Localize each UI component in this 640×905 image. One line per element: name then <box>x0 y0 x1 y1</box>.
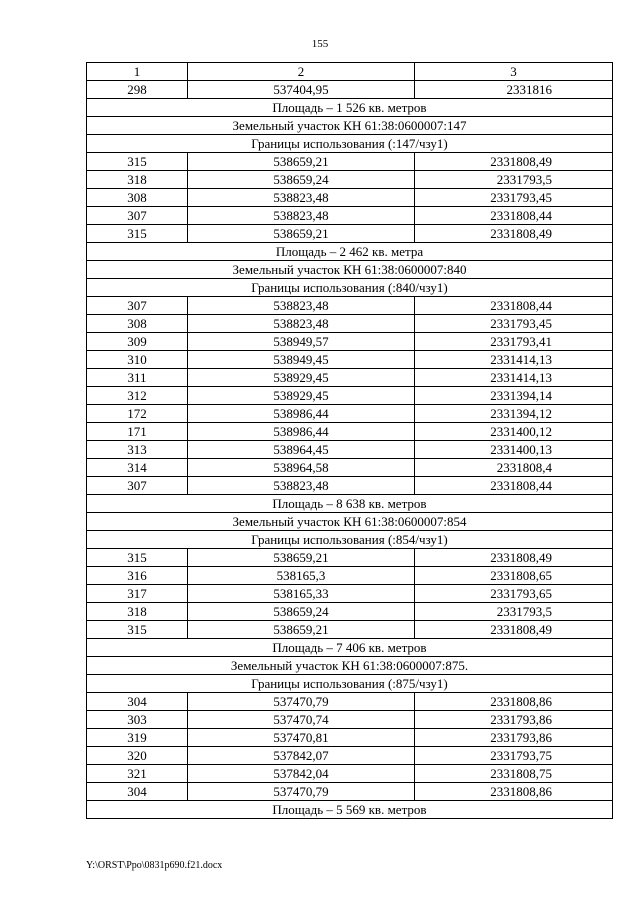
table-section-row <box>87 657 613 675</box>
table-row <box>87 297 613 315</box>
point-number-cell: 314 <box>87 459 188 477</box>
table-row <box>87 423 613 441</box>
y-coordinate-cell: 2331793,45 <box>415 189 613 207</box>
point-number-cell: 307 <box>87 207 188 225</box>
section-label: Земельный участок КН 61:38:0600007:840 <box>87 261 613 279</box>
section-label: Земельный участок КН 61:38:0600007:147 <box>87 117 613 135</box>
table-row <box>87 387 613 405</box>
x-coordinate-cell: 538659,21 <box>188 549 415 567</box>
table-section-row <box>87 99 613 117</box>
table-row <box>87 315 613 333</box>
point-number-cell: 319 <box>87 729 188 747</box>
x-coordinate-cell: 538165,3 <box>188 567 415 585</box>
section-label: Площадь – 2 462 кв. метра <box>87 243 613 261</box>
x-coordinate-cell: 538659,21 <box>188 153 415 171</box>
table-row <box>87 711 613 729</box>
header-cell-x: 2 <box>188 63 415 81</box>
y-coordinate-cell: 2331793,41 <box>415 333 613 351</box>
table-section-row <box>87 513 613 531</box>
point-number-cell: 321 <box>87 765 188 783</box>
y-coordinate-cell: 2331400,13 <box>415 441 613 459</box>
point-number-cell: 315 <box>87 549 188 567</box>
point-number-cell: 315 <box>87 225 188 243</box>
table-section-row <box>87 495 613 513</box>
point-number-cell: 313 <box>87 441 188 459</box>
table-row <box>87 765 613 783</box>
x-coordinate-cell: 537470,74 <box>188 711 415 729</box>
point-number-cell: 310 <box>87 351 188 369</box>
section-label: Границы использования (:147/чзу1) <box>87 135 613 153</box>
point-number-cell: 304 <box>87 693 188 711</box>
point-number-cell: 315 <box>87 153 188 171</box>
x-coordinate-cell: 538949,45 <box>188 351 415 369</box>
table-row <box>87 333 613 351</box>
x-coordinate-cell: 537470,79 <box>188 783 415 801</box>
file-path-footer: Y:\ORST\Ppo\0831p690.f21.docx <box>86 860 223 871</box>
table-row <box>87 729 613 747</box>
table-row <box>87 225 613 243</box>
table-row <box>87 747 613 765</box>
y-coordinate-cell: 2331808,65 <box>415 567 613 585</box>
page-number: 155 <box>311 38 329 50</box>
point-number-cell: 308 <box>87 315 188 333</box>
table-row <box>87 351 613 369</box>
header-cell-y: 3 <box>415 63 613 81</box>
table-section-row <box>87 243 613 261</box>
table-row <box>87 171 613 189</box>
table-row <box>87 549 613 567</box>
y-coordinate-cell: 2331793,86 <box>415 729 613 747</box>
point-number-cell: 303 <box>87 711 188 729</box>
table-section-row <box>87 531 613 549</box>
section-label: Земельный участок КН 61:38:0600007:875. <box>87 657 613 675</box>
y-coordinate-cell: 2331808,86 <box>415 693 613 711</box>
y-coordinate-cell: 2331793,5 <box>415 603 613 621</box>
table-row <box>87 567 613 585</box>
table-row <box>87 405 613 423</box>
point-number-cell: 315 <box>87 621 188 639</box>
table-section-row <box>87 117 613 135</box>
table-row <box>87 153 613 171</box>
x-coordinate-cell: 538964,58 <box>188 459 415 477</box>
y-coordinate-cell: 2331808,49 <box>415 153 613 171</box>
table-row <box>87 441 613 459</box>
table-section-row <box>87 639 613 657</box>
x-coordinate-cell: 538823,48 <box>188 477 415 495</box>
table-header-row <box>87 63 613 81</box>
point-number-cell: 308 <box>87 189 188 207</box>
point-number-cell: 171 <box>87 423 188 441</box>
point-number-cell: 316 <box>87 567 188 585</box>
header-cell-point: 1 <box>87 63 188 81</box>
y-coordinate-cell: 2331793,65 <box>415 585 613 603</box>
y-coordinate-cell: 2331808,49 <box>415 225 613 243</box>
table-section-row <box>87 801 613 819</box>
section-label: Площадь – 7 406 кв. метров <box>87 639 613 657</box>
y-coordinate-cell: 2331793,75 <box>415 747 613 765</box>
table-row <box>87 693 613 711</box>
point-number-cell: 318 <box>87 171 188 189</box>
y-coordinate-cell: 2331816 <box>415 81 613 99</box>
x-coordinate-cell: 538165,33 <box>188 585 415 603</box>
table-row <box>87 603 613 621</box>
point-number-cell: 309 <box>87 333 188 351</box>
x-coordinate-cell: 538986,44 <box>188 423 415 441</box>
table-row <box>87 369 613 387</box>
x-coordinate-cell: 538964,45 <box>188 441 415 459</box>
y-coordinate-cell: 2331808,75 <box>415 765 613 783</box>
point-number-cell: 172 <box>87 405 188 423</box>
table-row <box>87 621 613 639</box>
x-coordinate-cell: 538659,21 <box>188 621 415 639</box>
x-coordinate-cell: 538659,24 <box>188 171 415 189</box>
y-coordinate-cell: 2331793,86 <box>415 711 613 729</box>
point-number-cell: 311 <box>87 369 188 387</box>
y-coordinate-cell: 2331808,44 <box>415 477 613 495</box>
y-coordinate-cell: 2331808,44 <box>415 207 613 225</box>
table-section-row <box>87 261 613 279</box>
table-row <box>87 459 613 477</box>
point-number-cell: 317 <box>87 585 188 603</box>
y-coordinate-cell: 2331394,12 <box>415 405 613 423</box>
x-coordinate-cell: 537470,79 <box>188 693 415 711</box>
section-label: Границы использования (:840/чзу1) <box>87 279 613 297</box>
y-coordinate-cell: 2331414,13 <box>415 351 613 369</box>
table-row <box>87 477 613 495</box>
table-row <box>87 207 613 225</box>
section-label: Границы использования (:875/чзу1) <box>87 675 613 693</box>
x-coordinate-cell: 537842,07 <box>188 747 415 765</box>
x-coordinate-cell: 538823,48 <box>188 207 415 225</box>
x-coordinate-cell: 537470,81 <box>188 729 415 747</box>
y-coordinate-cell: 2331394,14 <box>415 387 613 405</box>
table-body <box>87 63 613 819</box>
y-coordinate-cell: 2331808,44 <box>415 297 613 315</box>
x-coordinate-cell: 538929,45 <box>188 387 415 405</box>
y-coordinate-cell: 2331808,49 <box>415 621 613 639</box>
table-section-row <box>87 135 613 153</box>
y-coordinate-cell: 2331808,86 <box>415 783 613 801</box>
table-row <box>87 585 613 603</box>
table-section-row <box>87 675 613 693</box>
x-coordinate-cell: 537842,04 <box>188 765 415 783</box>
point-number-cell: 312 <box>87 387 188 405</box>
x-coordinate-cell: 538949,57 <box>188 333 415 351</box>
section-label: Земельный участок КН 61:38:0600007:854 <box>87 513 613 531</box>
section-label: Площадь – 8 638 кв. метров <box>87 495 613 513</box>
y-coordinate-cell: 2331400,12 <box>415 423 613 441</box>
table-section-row <box>87 279 613 297</box>
y-coordinate-cell: 2331793,45 <box>415 315 613 333</box>
y-coordinate-cell: 2331414,13 <box>415 369 613 387</box>
section-label: Границы использования (:854/чзу1) <box>87 531 613 549</box>
point-number-cell: 307 <box>87 297 188 315</box>
point-number-cell: 318 <box>87 603 188 621</box>
x-coordinate-cell: 538929,45 <box>188 369 415 387</box>
point-number-cell: 304 <box>87 783 188 801</box>
y-coordinate-cell: 2331808,4 <box>415 459 613 477</box>
section-label: Площадь – 1 526 кв. метров <box>87 99 613 117</box>
x-coordinate-cell: 537404,95 <box>188 81 415 99</box>
x-coordinate-cell: 538659,24 <box>188 603 415 621</box>
table-row <box>87 189 613 207</box>
point-number-cell: 320 <box>87 747 188 765</box>
coordinates-table <box>86 62 613 819</box>
table-row <box>87 81 613 99</box>
x-coordinate-cell: 538659,21 <box>188 225 415 243</box>
y-coordinate-cell: 2331808,49 <box>415 549 613 567</box>
section-label: Площадь – 5 569 кв. метров <box>87 801 613 819</box>
x-coordinate-cell: 538986,44 <box>188 405 415 423</box>
table-row <box>87 783 613 801</box>
x-coordinate-cell: 538823,48 <box>188 315 415 333</box>
point-number-cell: 298 <box>87 81 188 99</box>
y-coordinate-cell: 2331793,5 <box>415 171 613 189</box>
point-number-cell: 307 <box>87 477 188 495</box>
x-coordinate-cell: 538823,48 <box>188 297 415 315</box>
x-coordinate-cell: 538823,48 <box>188 189 415 207</box>
